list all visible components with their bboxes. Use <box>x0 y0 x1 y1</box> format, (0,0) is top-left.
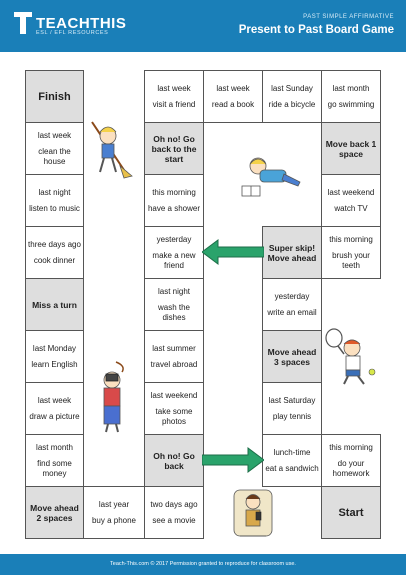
time-expression: last week <box>216 83 250 93</box>
cell-r1c6 <box>321 70 381 123</box>
cell-r8c5 <box>262 434 322 487</box>
cell-r5c5 <box>262 278 322 331</box>
cell-r4c1 <box>25 226 84 279</box>
cell-finish <box>25 70 84 123</box>
phone-shopper-illustration <box>228 484 278 540</box>
verb-phrase: play tennis <box>272 411 312 421</box>
footer <box>0 554 406 575</box>
time-expression: this morning <box>152 187 196 197</box>
reading-girl-illustration <box>236 156 304 200</box>
time-expression: last Sunday <box>271 83 313 93</box>
time-expression: last night <box>157 286 191 296</box>
instruction-text: Miss a turn <box>32 299 77 310</box>
cell-r8c1 <box>25 434 84 487</box>
cell-r5c1 <box>25 278 84 331</box>
logo-t-icon <box>14 12 32 34</box>
time-expression: last weekend <box>327 187 375 197</box>
verb-phrase: make a new friend <box>152 250 196 270</box>
logo-subtitle: ESL / EFL RESOURCES <box>36 30 109 36</box>
verb-phrase: have a shower <box>147 203 201 213</box>
verb-phrase: learn English <box>31 359 78 369</box>
logo-text: TEACHTHIS <box>36 14 127 32</box>
verb-phrase: cook dinner <box>33 255 76 265</box>
verb-phrase: watch TV <box>334 203 368 213</box>
cell-r9c2 <box>83 486 145 539</box>
time-expression: two days ago <box>150 499 198 509</box>
time-expression: last weekend <box>150 390 198 400</box>
photographer-illustration <box>86 360 140 434</box>
cell-r3c1 <box>25 174 84 227</box>
verb-phrase: take some photos <box>155 406 193 426</box>
start-label: Start <box>338 506 364 519</box>
cell-r8c6 <box>321 434 381 487</box>
cell-r7c5 <box>262 382 322 435</box>
time-expression: this morning <box>329 234 373 244</box>
verb-phrase: draw a picture <box>29 411 80 421</box>
instruction-text: Move back 1 space <box>325 138 377 159</box>
time-expression: last week <box>37 395 72 405</box>
verb-phrase: go swimming <box>327 99 375 109</box>
cell-r1c5 <box>262 70 322 123</box>
cell-r6c3 <box>144 330 204 383</box>
verb-phrase: find some money <box>37 458 72 478</box>
instruction-text: Oh no! Go back to the start <box>151 133 197 164</box>
cell-r1c3 <box>144 70 204 123</box>
header <box>0 0 406 52</box>
verb-phrase: see a movie <box>152 515 196 525</box>
arrow-right-icon <box>202 446 264 474</box>
instruction-text: Move ahead 3 spaces <box>267 346 317 367</box>
cell-r3c6 <box>321 174 381 227</box>
time-expression: yesterday <box>156 234 192 244</box>
time-expression: last Monday <box>32 343 77 353</box>
verb-phrase: write an email <box>267 307 317 317</box>
verb-phrase: read a book <box>211 99 255 109</box>
time-expression: last night <box>38 187 71 197</box>
cell-r4c3 <box>144 226 204 279</box>
worksheet-kicker: PAST SIMPLE AFFIRMATIVE <box>303 14 394 20</box>
tennis-player-illustration <box>322 326 382 386</box>
verb-phrase: brush your teeth <box>332 250 370 270</box>
verb-phrase: clean the house <box>38 146 71 166</box>
arrow-left-icon <box>202 238 264 266</box>
cell-r2c3 <box>144 122 204 175</box>
verb-phrase: travel abroad <box>150 359 198 369</box>
cell-r9c3 <box>144 486 204 539</box>
cell-r6c1 <box>25 330 84 383</box>
cell-r7c3 <box>144 382 204 435</box>
time-expression: last week <box>37 130 72 140</box>
worksheet-title: Present to Past Board Game <box>238 24 394 36</box>
verb-phrase: do your homework <box>332 458 370 478</box>
verb-phrase: eat a sandwich <box>265 463 319 473</box>
time-expression: this morning <box>329 442 373 452</box>
time-expression: last week <box>157 83 191 93</box>
time-expression: last month <box>36 442 73 452</box>
time-expression: last Saturday <box>268 395 316 405</box>
verb-phrase: wash the dishes <box>157 302 191 322</box>
verb-phrase: ride a bicycle <box>268 99 316 109</box>
cell-r7c1 <box>25 382 84 435</box>
time-expression: last year <box>98 499 130 509</box>
time-expression: three days ago <box>28 239 81 249</box>
cell-r4c6 <box>321 226 381 279</box>
cell-r2c1 <box>25 122 84 175</box>
time-expression: yesterday <box>274 291 310 301</box>
time-expression: last month <box>332 83 370 93</box>
instruction-text: Super skip! Move ahead <box>267 242 317 263</box>
cell-r4c5 <box>262 226 322 279</box>
cell-r3c3 <box>144 174 204 227</box>
instruction-text: Oh no! Go back <box>153 450 195 471</box>
cell-r8c3 <box>144 434 204 487</box>
cell-start <box>321 486 381 539</box>
cell-r6c5 <box>262 330 322 383</box>
cleaning-girl-illustration <box>84 118 140 180</box>
time-expression: lunch-time <box>273 447 311 457</box>
cell-r1c4 <box>203 70 263 123</box>
verb-phrase: visit a friend <box>152 99 196 109</box>
instruction-text: Move ahead 2 spaces <box>30 502 79 523</box>
cell-r5c3 <box>144 278 204 331</box>
verb-phrase: listen to music <box>29 203 80 213</box>
cell-r9c1 <box>25 486 84 539</box>
cell-r2c6 <box>321 122 381 175</box>
copyright-text: Teach-This.com © 2017 Permission granted to reproduce for classroom use. <box>110 561 296 567</box>
time-expression: last summer <box>152 343 196 353</box>
verb-phrase: buy a phone <box>91 515 137 525</box>
finish-label: Finish <box>38 90 71 103</box>
